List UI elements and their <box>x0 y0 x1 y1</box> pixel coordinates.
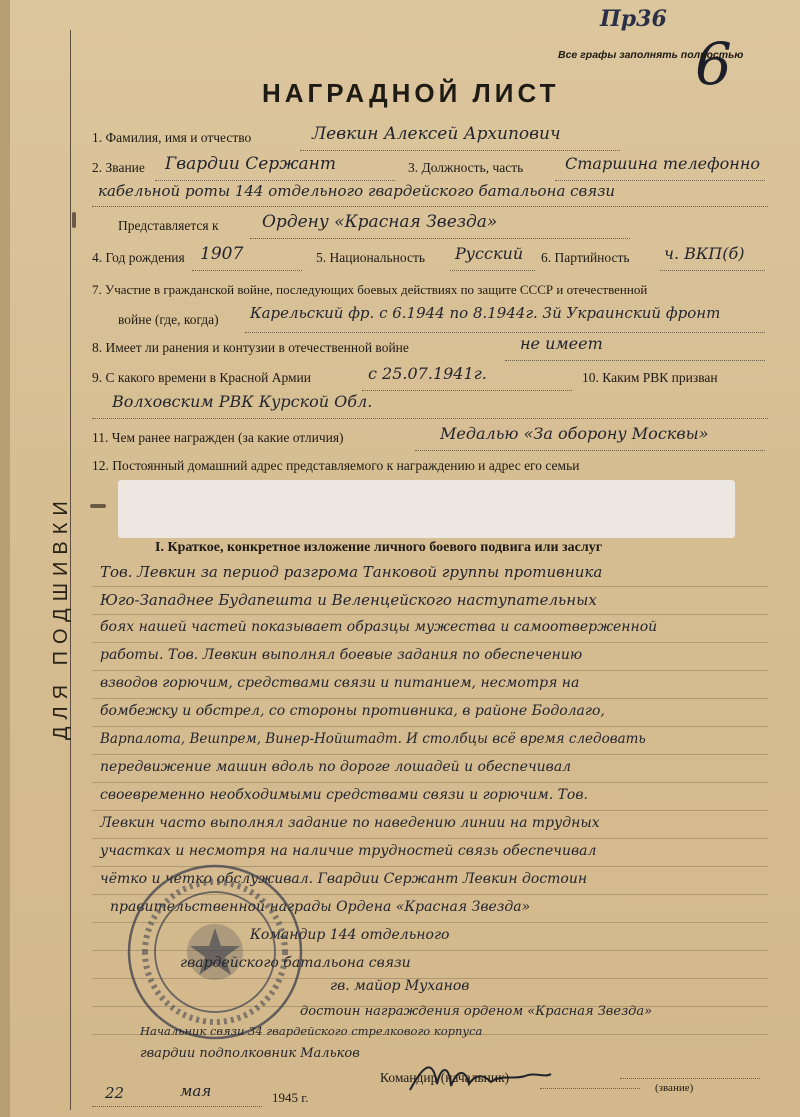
field-5-label: 5. Национальность <box>316 250 426 265</box>
field-7-value: Карельский фр. с 6.1944 по 8.1944г. 3й Украинский фронт <box>250 304 721 322</box>
field-8-line <box>505 360 765 361</box>
presented-label: Представляется к <box>118 218 219 233</box>
field-6-label: 6. Партийность <box>541 250 630 265</box>
narrative-line: чётко и четко обслуживал. Гвардии Сержант Левкин достоин <box>100 871 588 887</box>
field-6-value: ч. ВКП(б) <box>664 244 745 263</box>
rank-line <box>620 1078 760 1079</box>
field-5-line <box>450 270 535 271</box>
field-6-line <box>660 270 765 271</box>
paper-edge <box>0 0 10 1117</box>
ruled-line <box>92 810 768 811</box>
field-5-value: Русский <box>455 244 524 263</box>
presented-line <box>250 238 630 239</box>
narrative-line: передвижение машин вдоль по дороге лошадей и обеспечивал <box>100 759 572 775</box>
field-7-line <box>245 332 765 333</box>
field-2-value: Гвардии Сержант <box>165 154 336 174</box>
field-2-line <box>155 180 395 181</box>
ruled-line <box>92 726 768 727</box>
archive-mark: Пр36 <box>600 6 667 32</box>
presented-value: Ордену «Красная Звезда» <box>262 212 498 232</box>
narrative-line: Левкин часто выполнял задание по наведению линии на трудных <box>100 815 600 831</box>
page-title: НАГРАДНОЙ ЛИСТ <box>262 78 560 108</box>
ruled-line <box>92 838 768 839</box>
narrative-line: Варпалота, Вешпрем, Винер-Нойштадт. И столбцы всё время следовать <box>100 731 646 747</box>
narrative-line: работы. Тов. Левкин выполнял боевые задания по обеспечению <box>100 647 583 663</box>
narrative-line: своевременно необходимыми средствами связи и горючим. Тов. <box>100 787 588 803</box>
instruction-note: Все графы заполнять полностью <box>558 49 744 61</box>
field-8-value: не имеет <box>520 334 603 353</box>
narrative-line: участках и несмотря на наличие трудностей связь обеспечивал <box>100 843 597 859</box>
binding-label: ДЛЯ ПОДШИВКИ <box>50 494 72 740</box>
date-day: 22 <box>105 1084 125 1102</box>
field-11-label: 11. Чем ранее награжден (за какие отличия) <box>92 430 344 445</box>
narrative-line: бомбежку и обстрел, со стороны противника, в районе Бодолаго, <box>100 703 605 719</box>
commander-line <box>540 1088 640 1089</box>
field-12-label: 12. Постоянный домашний адрес представляемого к награждению и адрес его семьи <box>92 458 580 473</box>
field-3-line <box>555 180 765 181</box>
official-seal <box>125 862 305 1042</box>
signature-line: Командир 144 отдельного <box>250 927 450 943</box>
signature-line: Начальник связи 34 гвардейского стрелкового корпуса <box>140 1024 483 1038</box>
field-11-value: Медалью «За оборону Москвы» <box>440 424 709 443</box>
staple-hole-bottom <box>90 504 106 508</box>
narrative-line: Тов. Левкин за период разгрома Танковой группы противника <box>100 563 603 581</box>
field-4-label: 4. Год рождения <box>92 250 185 265</box>
narrative-line: боях нашей частей показывает образцы мужества и самоотверженной <box>100 619 658 635</box>
field-10-label: 10. Каким РВК призван <box>582 370 718 385</box>
field-4-line <box>192 270 302 271</box>
ruled-line <box>92 698 768 699</box>
field-1-label: 1. Фамилия, имя и отчество <box>92 130 252 145</box>
ruled-line <box>92 754 768 755</box>
field-9-value: с 25.07.1941г. <box>368 364 487 383</box>
field-3-label: 3. Должность, часть <box>408 160 524 175</box>
date-year: 1945 г. <box>272 1090 309 1105</box>
sheet-number: 6 <box>695 30 732 98</box>
field-10-line <box>92 418 768 419</box>
signature-line: гвардейского батальона связи <box>180 955 411 971</box>
field-7-label-2: войне (где, когда) <box>118 312 219 327</box>
ruled-line <box>92 670 768 671</box>
field-11-line <box>415 450 765 451</box>
field-3-line-2 <box>92 206 768 207</box>
ruled-line <box>92 782 768 783</box>
field-1-value: Левкин Алексей Архипович <box>312 124 561 144</box>
signature-line: достоин награждения орденом «Красная Звезда» <box>300 1004 653 1019</box>
ruled-line <box>92 642 768 643</box>
field-9-label: 9. С какого времени в Красной Армии <box>92 370 311 385</box>
section-title: I. Краткое, конкретное изложение личного боевого подвига или заслуг <box>155 540 603 555</box>
ruled-line <box>92 586 768 587</box>
narrative-line: правительственной награды Ордена «Красная Звезда» <box>110 899 531 915</box>
date-line <box>92 1106 262 1107</box>
commander-label: Командир (начальник) <box>380 1070 510 1085</box>
field-9-line <box>362 390 572 391</box>
signature-line: гвардии подполковник Мальков <box>140 1046 360 1061</box>
narrative-line: взводов горючим, средствами связи и питанием, несмотря на <box>100 675 580 691</box>
date-month: мая <box>180 1082 212 1100</box>
field-8-label: 8. Имеет ли ранения и контузии в отечественной войне <box>92 340 409 355</box>
field-7-label-1: 7. Участие в гражданской войне, последующих боевых действиях по защите СССР и отечественной <box>92 282 648 297</box>
field-3-value-1: Старшина телефонно <box>565 154 760 173</box>
field-10-value: Волховским РВК Курской Обл. <box>112 392 373 411</box>
field-1-line <box>300 150 620 151</box>
ruled-line <box>92 614 768 615</box>
narrative-line: Юго-Западнее Будапешта и Веленцейского наступательных <box>100 591 597 609</box>
field-2-label: 2. Звание <box>92 160 145 175</box>
staple-hole-top <box>72 212 76 228</box>
signature-line: гв. майор Муханов <box>330 978 470 994</box>
rank-label: (звание) <box>655 1082 694 1094</box>
field-4-value: 1907 <box>200 244 244 264</box>
redacted-address <box>118 480 735 538</box>
field-3-value-2: кабельной роты 144 отдельного гвардейского батальона связи <box>98 182 616 200</box>
